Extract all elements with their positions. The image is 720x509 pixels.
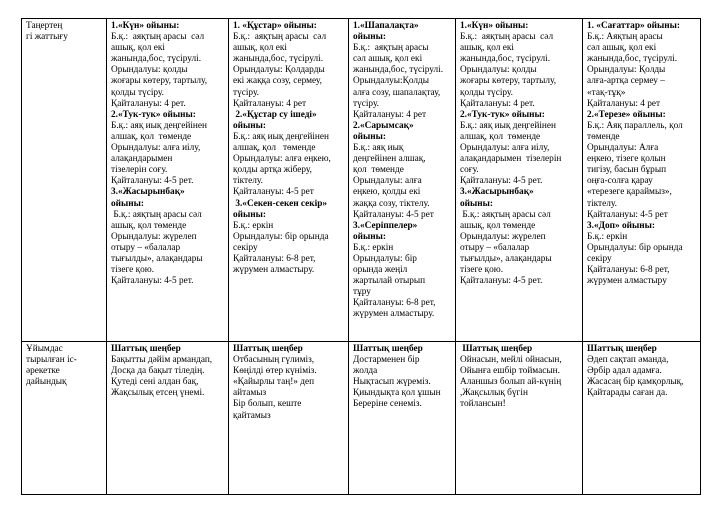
day-cell-1 bbox=[107, 19, 229, 342]
game-text: Орындалуы: бір орында секіру bbox=[233, 231, 329, 253]
game-text: Қайталануы: 4 рет bbox=[233, 98, 307, 109]
game-title: 2.«Тук-тук» ойыны: bbox=[460, 109, 545, 120]
game-text: Қайталануы: 4 рет. bbox=[460, 98, 535, 109]
game-title: 3.«Жасырынбақ» ойыны: bbox=[111, 187, 185, 209]
game-text: Б.қ.: аяқтың арасы сәл ашық, қол төменде bbox=[460, 209, 551, 231]
schedule-table bbox=[21, 18, 701, 495]
game-text: Б.қ.: аяқ иық деңгейінен алшақ, қол төменде bbox=[111, 120, 208, 142]
game-text: Орындалуы: Алға еңкею, тізеге қолын тигізу, басын бұрып оңға-солға қарау «терезеге қараймыз», тіктелу. bbox=[587, 143, 672, 209]
game-text: Б.қ.: аяқ иық деңгейінен алшақ, қол төменде bbox=[353, 143, 426, 176]
row-label: Таңертең гі жаттығу bbox=[26, 21, 68, 43]
day-cell-3 bbox=[349, 19, 456, 342]
game-text: Орындалуы: бір орында секіру bbox=[587, 242, 683, 264]
game-title: Шаттық шеңбер bbox=[587, 344, 657, 354]
game-title: 3.«Жасырынбақ» ойыны: bbox=[460, 187, 534, 209]
game-text: Орындалуы: алға иілу, алақандарымен тізелерін соғу. bbox=[460, 143, 562, 176]
game-text: Орындалуы: қолды жоғары көтеру, тартылу, қолды түсіру. bbox=[460, 65, 557, 98]
day-cell-1 bbox=[107, 342, 229, 495]
schedule-body bbox=[22, 19, 701, 495]
game-text: Б.қ.: аяқ иық деңгейінен алшақ, қол төменде bbox=[460, 120, 557, 142]
game-title: 2.«Терезе» ойыны: bbox=[587, 109, 666, 120]
game-text: Қайталануы: 4-5 рет bbox=[233, 187, 314, 198]
game-title: 1.«Шапалақта» ойыны: bbox=[353, 21, 419, 43]
game-text: Қайталануы: 4-5 рет bbox=[587, 209, 668, 220]
game-text: Ойнасын, мейлі ойнасын, Ойынға ешбір тоймасын. Аланшыз болып ай-күнің ,Жақсылық бүгін тойлансын! bbox=[460, 355, 562, 410]
game-text: Орындалуы: алға иілу, алақандарымен тізелерін соғу. bbox=[111, 143, 201, 176]
game-text: Орындалуы: қолды жоғары көтеру, тартылу, қолды түсіру. bbox=[111, 65, 208, 98]
game-title: Шаттық шеңбер bbox=[233, 344, 303, 354]
game-title: 3.«Секен-секен секір» ойыны: bbox=[233, 198, 328, 220]
game-title: 2.«Құстар су ішеді» ойыны: bbox=[233, 109, 317, 131]
game-title: 1.«Күн» ойыны: bbox=[111, 21, 180, 31]
game-text: Бақытты дәйім армандап, Досқа да бақыт тіледің. Қутеді сені алдан бақ, Жақсылық етсең үнемі. bbox=[111, 355, 213, 399]
game-text: Б.қ.: еркін bbox=[353, 242, 394, 253]
game-text: Қайталануы: 4-5 рет. bbox=[460, 176, 543, 187]
game-text: Б.қ.: еркін bbox=[587, 231, 628, 242]
row-morning-exercise bbox=[22, 19, 701, 342]
game-text: Орындалуы: бір орында жеңіл жартылай отырып тұру bbox=[353, 253, 426, 298]
game-text: Қайталануы: 4-5 рет. bbox=[111, 176, 194, 187]
game-text: Б.қ.: аяқтың арасы сәл ашық, қол екі жанында,бос, түсірулі. bbox=[233, 32, 327, 65]
game-text: Б.қ.: аяқтың арасы сәл ашық, қол екі жанында,бос, түсірулі. bbox=[111, 32, 205, 65]
row-label-cell bbox=[22, 342, 107, 495]
game-text: Б.қ.: аяқтың арасы сәл ашық, қол екі жанында,бос, түсірулі. bbox=[353, 43, 444, 76]
game-text: Орындалуы: жүрелеп отыру – «балалар тығылды», алақандары тізеге қою. bbox=[460, 231, 552, 276]
game-text: Қайталануы: 6-8 рет, жүрумен алмастыру. bbox=[233, 253, 316, 276]
game-text: Орындалуы: Қолдарды екі жаққа созу, сермеу, түсіру. bbox=[233, 65, 325, 98]
game-text: Қайталануы: 4-5 рет. bbox=[460, 276, 543, 287]
game-text: Б.қ.: Аяқ параллель, қол төменде bbox=[587, 120, 683, 142]
game-text: Қайталануы: 6-8 рет, жүрумен алмастыру. bbox=[353, 298, 436, 320]
day-cell-3 bbox=[349, 342, 456, 495]
game-title: 1. «Құстар» ойыны: bbox=[233, 21, 317, 31]
day-cell-4 bbox=[456, 19, 583, 342]
game-text: Қайталануы: 4-5 рет bbox=[353, 209, 434, 220]
game-text: Әдеп сақтап әманда, Әрбір адал адамға. Жасасаң бір қамқорлық, Қайтарады саған да. bbox=[587, 355, 684, 399]
day-cell-5 bbox=[583, 342, 701, 495]
game-text: Б.қ.: аяқтың арасы сәл ашық, қол төменде bbox=[111, 209, 202, 231]
game-title: 1.«Күн» ойыны: bbox=[460, 21, 529, 31]
game-text: Қайталануы: 4 рет bbox=[353, 109, 427, 120]
day-cell-5 bbox=[583, 19, 701, 342]
game-text: Достарменен бір жолда Нықтасып жүреміз. Қиындықта қол ұшын Береріне сенеміз. bbox=[353, 355, 441, 410]
game-text: Б.қ.: еркін bbox=[233, 220, 274, 231]
row-activity-preparation bbox=[22, 342, 701, 495]
game-title: Шаттық шеңбер bbox=[460, 344, 533, 354]
game-text: Орындалуы:Қолды алға созу, шапалақтау, түсіру. bbox=[353, 76, 441, 109]
day-cell-2 bbox=[229, 342, 349, 495]
game-text: Орындалуы: жүрелеп отыру – «балалар тығылды», алақандары тізеге қою. bbox=[111, 231, 203, 276]
game-text: Орындалуы: алға еңкею, қолды екі жаққа созу, тіктелу. bbox=[353, 176, 430, 209]
game-text: Қайталануы: 4 рет. bbox=[111, 98, 186, 109]
game-text: Б.қ.: аяқ иық деңгейінен алшақ, қол төменде bbox=[233, 131, 330, 154]
schedule-document bbox=[21, 18, 700, 498]
row-label-cell bbox=[22, 19, 107, 342]
game-title: 3.«Серіппелер» ойыны: bbox=[353, 220, 418, 242]
day-cell-4 bbox=[456, 342, 583, 495]
game-text: Қайталануы: 6-8 рет, жүрумен алмастыру bbox=[587, 265, 670, 287]
game-title: 1. «Сағаттар» ойыны: bbox=[587, 21, 680, 31]
game-text: Қайталануы: 4-5 рет. bbox=[111, 276, 194, 287]
game-text: Б.қ.: аяқтың арасы сәл ашық, қол екі жанында,бос, түсірулі. bbox=[460, 32, 554, 65]
game-text: Орындалуы: алға еңкею, қолды артқа жіберу, тіктелу. bbox=[233, 154, 331, 187]
game-text: Қайталануы: 4 рет bbox=[587, 98, 661, 109]
game-text: Б.қ.: Аяқтың арасы сәл ашық, қол екі жанында,бос, түсірулі. bbox=[587, 32, 678, 65]
game-title: 2.«Тук-тук» ойыны: bbox=[111, 109, 196, 120]
game-title: Шаттық шеңбер bbox=[111, 344, 181, 354]
row-label: Ұйымдас тырылған іс- әрекетке дайындық bbox=[26, 344, 77, 388]
game-title: Шаттық шеңбер bbox=[353, 344, 423, 354]
game-text: Отбасының гүлиміз, Көңілді өтер күніміз. «Қайырлы таң!» деп айтамыз Бір болып, кеште қайтамыз bbox=[233, 355, 317, 421]
game-text: Орындалуы: Қолды алға-артқа сермеу – «тақ-тұқ» bbox=[587, 65, 666, 98]
game-title: 3.«Доп» ойыны: bbox=[587, 220, 655, 231]
game-title: 2.«Сарымсақ» ойыны: bbox=[353, 120, 414, 142]
day-cell-2 bbox=[229, 19, 349, 342]
